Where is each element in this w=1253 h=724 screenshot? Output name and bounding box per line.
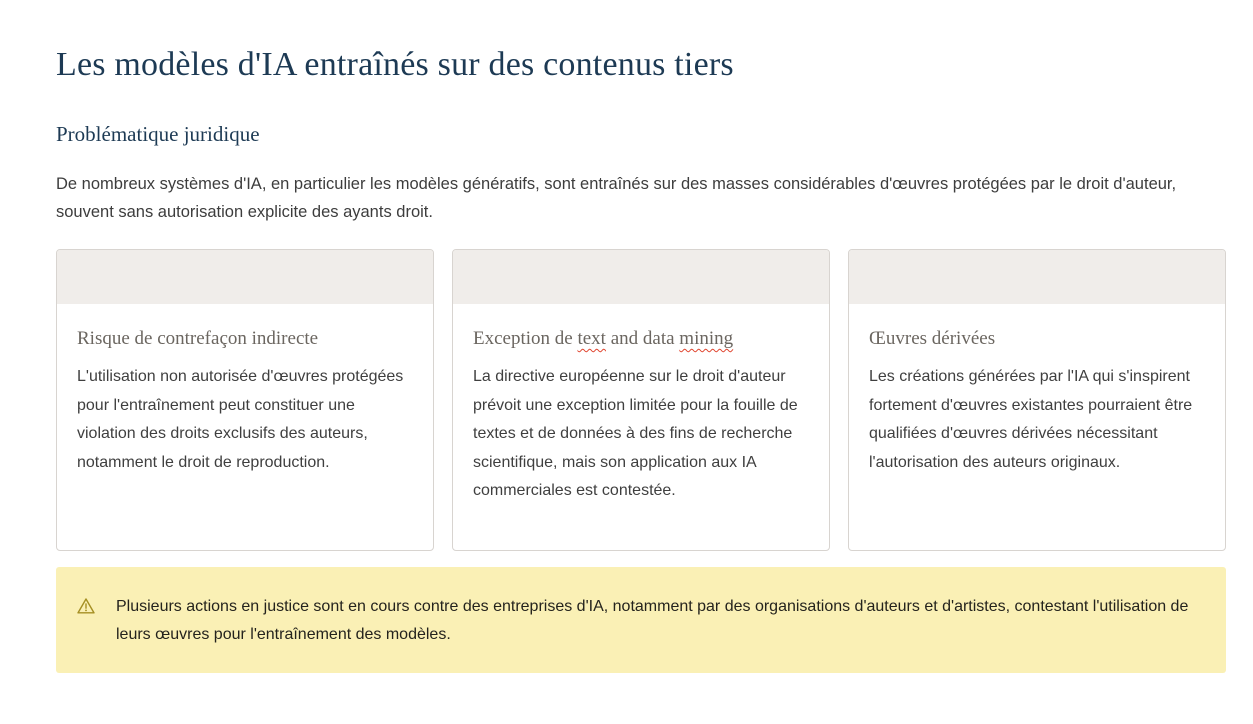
card-header-placeholder [849, 250, 1225, 304]
warning-callout [56, 567, 1226, 673]
card-header-placeholder [453, 250, 829, 304]
card-exception-tdm [452, 249, 830, 551]
card-oeuvres-derivees [848, 249, 1226, 551]
title-text: Exception de [473, 328, 578, 349]
cards-row [56, 249, 1226, 551]
card-title: Risque de contrefaçon indirecte [77, 328, 319, 349]
misspelled-word[interactable]: mining [679, 328, 734, 349]
card-title: Œuvres dérivées [869, 328, 996, 349]
card-body: L'utilisation non autorisée d'œuvres protégées pour l'entraînement peut constituer une violation des droits exclusifs des auteurs, notamment le droit de reproduction. [77, 368, 404, 471]
intro-paragraph: De nombreux systèmes d'IA, en particulier les modèles génératifs, sont entraînés sur des masses considérables d'œuvres protégées par le droit d'auteur, souvent sans autorisation explicite des ayants droit. [56, 175, 1177, 221]
card-risque-contrefacon [56, 249, 434, 551]
warning-triangle-icon [76, 596, 96, 616]
card-header-placeholder [57, 250, 433, 304]
section-heading: Problématique juridique [56, 122, 260, 146]
card-title [473, 326, 809, 352]
title-text: and data [605, 328, 680, 349]
card-body: La directive européenne sur le droit d'auteur prévoit une exception limitée pour la fouille de textes et de données à des fins de recherche scientifique, mais son application aux IA commerciales est contestée. [473, 368, 798, 499]
page-title: Les modèles d'IA entraînés sur des contenus tiers [56, 46, 734, 83]
misspelled-word[interactable]: text [577, 328, 606, 349]
warning-text: Plusieurs actions en justice sont en cours contre des entreprises d'IA, notamment par des organisations d'auteurs et d'artistes, contestant l'utilisation de leurs œuvres pour l'entraînement des modèles. [116, 598, 1189, 643]
card-body: Les créations générées par l'IA qui s'inspirent fortement d'œuvres existantes pourraient être qualifiées d'œuvres dérivées nécessitant l'autorisation des auteurs originaux. [869, 368, 1193, 471]
